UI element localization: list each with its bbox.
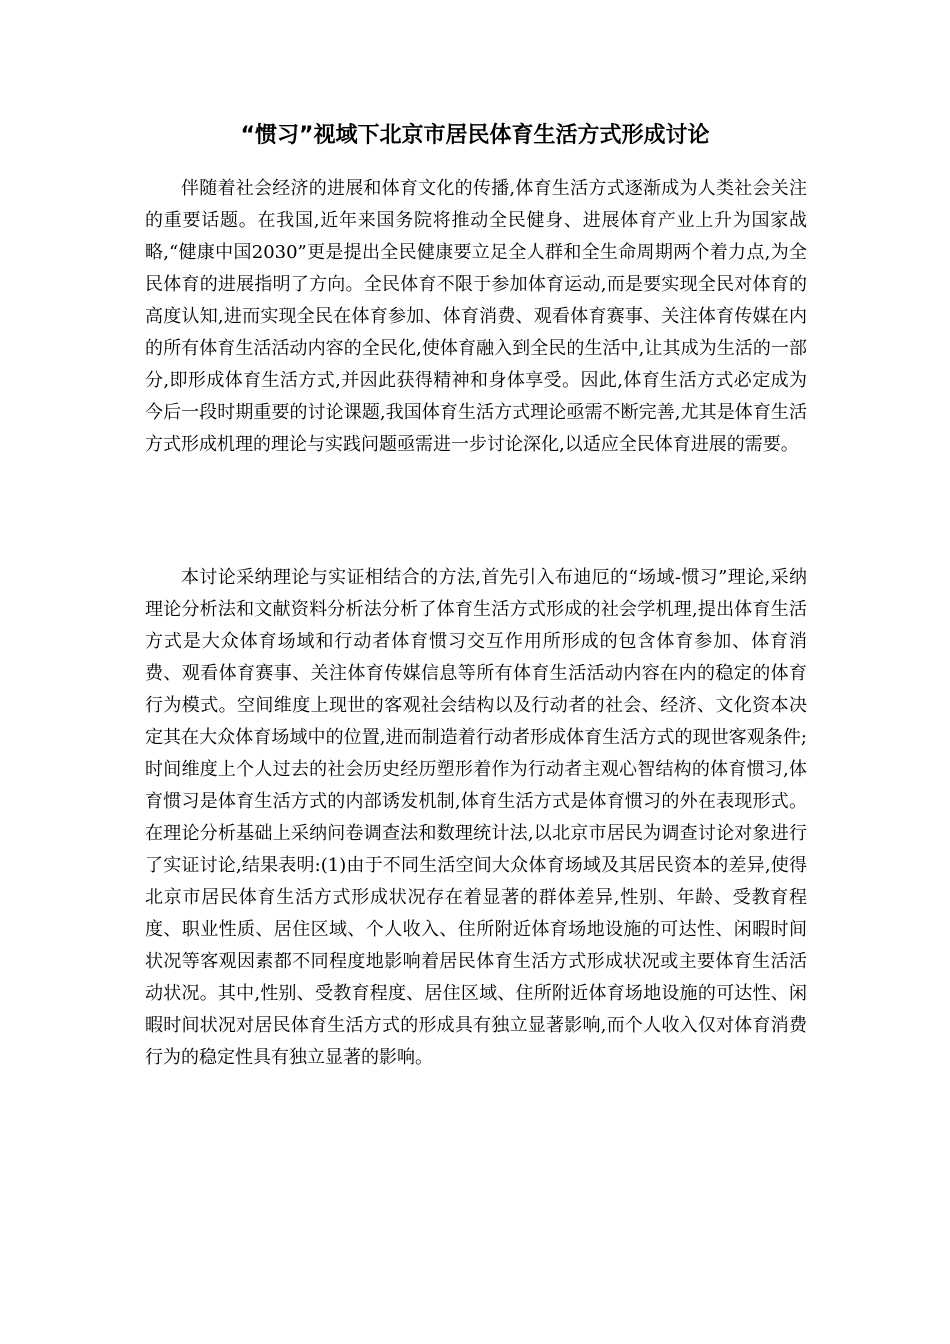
paragraph-introduction: 伴随着社会经济的进展和体育文化的传播,体育生活方式逐渐成为人类社会关注的重要话题。在我国,近年来国务院将推动全民健身、进展体育产业上升为国家战略,“健康中国2030”更是提出全民健康要立足全人群和全生命周期两个着力点,为全民体育的进展指明了方向。全民体育不限于参加体育运动,而是要实现全民对体育的高度认知,进而实现全民在体育参加、体育消费、观看体育赛事、关注体育传媒在内的所有体育生活活动内容的全民化,使体育融入到全民的生活中,让其成为生活的一部分,即形成体育生活方式,并因此获得精神和身体享受。因此,体育生活方式必定成为今后一段时期重要的讨论课题,我国体育生活方式理论亟需不断完善,尤其是体育生活方式形成机理的理论与实践问题亟需进一步讨论深化,以适应全民体育进展的需要。 — [145, 178, 807, 455]
paragraph-research-summary: 本讨论采纳理论与实证相结合的方法,首先引入布迪厄的“场域-惯习”理论,采纳理论分析法和文献资料分析法分析了体育生活方式形成的社会学机理,提出体育生活方式是大众体育场域和行动者体育惯习交互作用所形成的包含体育参加、体育消费、观看体育赛事、关注体育传媒信息等所有体育生活活动内容在内的稳定的体育行为模式。空间维度上现世的客观社会结构以及行动者的社会、经济、文化资本决定其在大众体育场域中的位置,进而制造着行动者形成体育生活方式的现世客观条件;时间维度上个人过去的社会历史经历塑形着作为行动者主观心智结构的体育惯习,体育惯习是体育生活方式的内部诱发机制,体育生活方式是体育惯习的外在表现形式。在理论分析基础上采纳问卷调查法和数理统计法,以北京市居民为调查讨论对象进行了实证讨论,结果表明:(1)由于不同生活空间大众体育场域及其居民资本的差异,使得北京市居民体育生活方式形成状况存在着显著的群体差异,性别、年龄、受教育程度、职业性质、居住区域、个人收入、住所附近体育场地设施的可达性、闲暇时间状况等客观因素都不同程度地影响着居民体育生活方式形成状况或主要体育生活活动状况。其中,性别、受教育程度、居住区域、住所附近体育场地设施的可达性、闲暇时间状况对居民体育生活方式的形成具有独立显著影响,而个人收入仅对体育消费行为的稳定性具有独立显著的影响。 — [145, 567, 807, 1068]
document-title: “惯习”视域下北京市居民体育生活方式形成讨论 — [240, 123, 710, 148]
